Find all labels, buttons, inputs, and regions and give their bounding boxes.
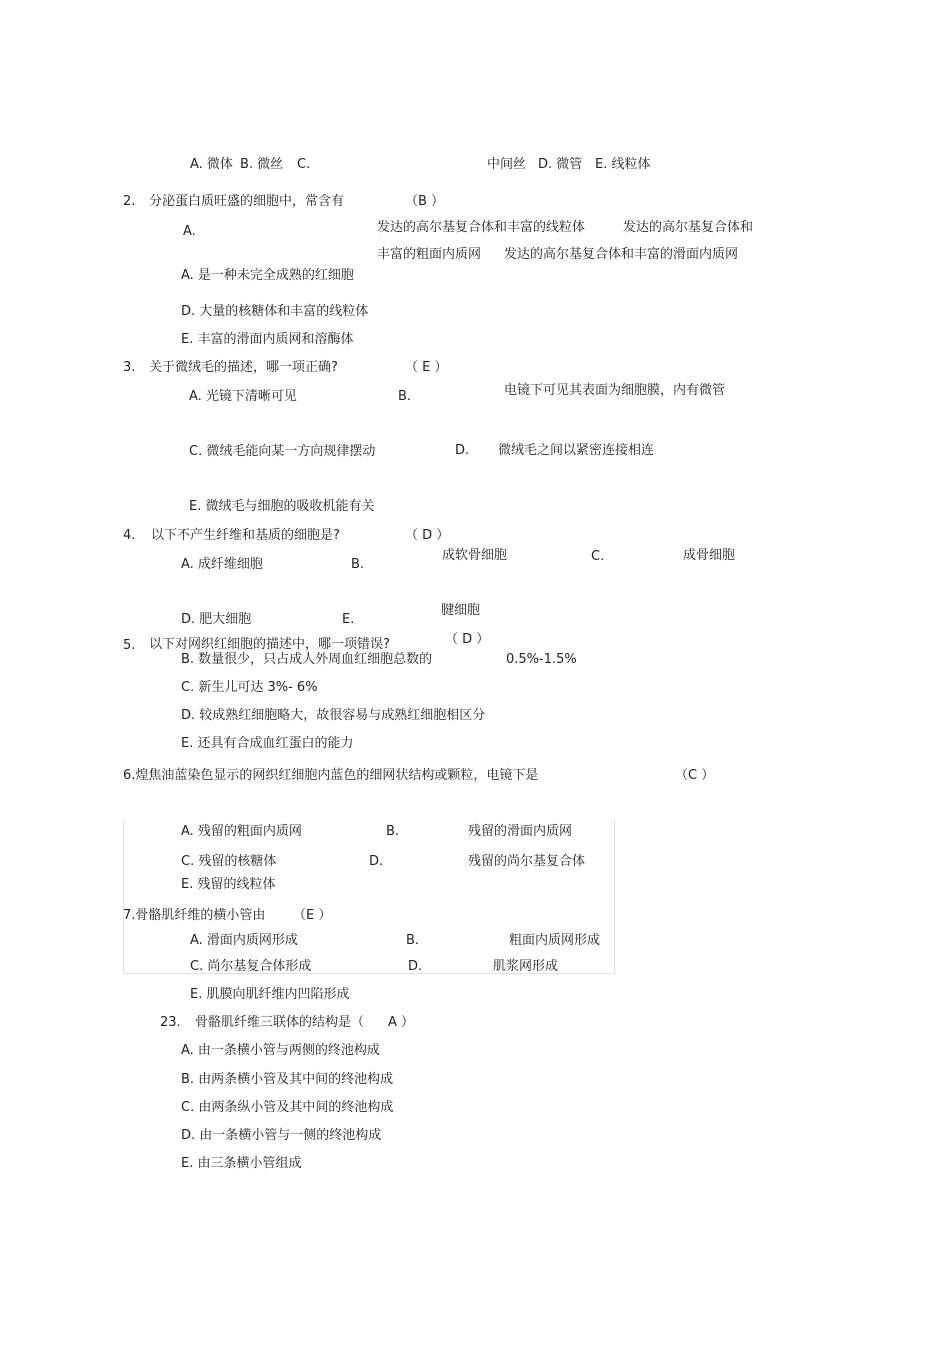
q6-option-e: E. 残留的线粒体 xyxy=(181,877,276,892)
q5-option-b: B. 数量很少，只占成人外周血红细胞总数的 xyxy=(181,652,433,667)
q7-option-d-text: 肌浆网形成 xyxy=(493,959,559,974)
q2-line2-a: 丰富的粗面内质网 xyxy=(377,247,482,262)
q2-option-a2: A. 是一种未完全成熟的红细胞 xyxy=(181,268,354,283)
q1-option-c-text: 中间丝 xyxy=(487,157,527,172)
q6-option-c: C. 残留的核糖体 xyxy=(181,854,277,869)
q7-option-b-text: 粗面内质网形成 xyxy=(509,933,601,948)
q3-option-c: C. 微绒毛能向某一方向规律摆动 xyxy=(189,444,376,459)
q3-stem: 关于微绒毛的描述，哪一项正确? xyxy=(149,360,338,375)
q3-option-a: A. 光镜下清晰可见 xyxy=(189,389,297,404)
q4-option-c-text: 成骨细胞 xyxy=(683,548,736,563)
q2-answer: （B ） xyxy=(405,194,445,209)
q4-stem: 以下不产生纤维和基质的细胞是? xyxy=(151,528,340,543)
q4-option-e-text: 腱细胞 xyxy=(441,603,481,618)
q23-answer: A ） xyxy=(388,1015,415,1030)
q2-option-b-text: 发达的高尔基复合体和 xyxy=(623,220,754,235)
q2-option-a: A. xyxy=(183,224,196,239)
q2-line2-b: 发达的高尔基复合体和丰富的滑面内质网 xyxy=(504,247,739,262)
q5-option-d: D. 较成熟红细胞略大，故很容易与成熟红细胞相区分 xyxy=(181,708,486,723)
q23-option-b: B. 由两条横小管及其中间的终池构成 xyxy=(181,1072,394,1087)
q1-option-d: D. 微管 xyxy=(538,157,583,172)
q6-option-b-text: 残留的滑面内质网 xyxy=(468,824,573,839)
q1-option-b: B. 微丝 xyxy=(240,157,284,172)
q2-number: 2. xyxy=(123,194,136,209)
q1-option-e: E. 线粒体 xyxy=(595,157,651,172)
q2-option-e: E. 丰富的滑面内质网和溶酶体 xyxy=(181,332,354,347)
q3-number: 3. xyxy=(123,360,136,375)
q23-option-c: C. 由两条纵小管及其中间的终池构成 xyxy=(181,1100,394,1115)
q7-option-a: A. 滑面内质网形成 xyxy=(190,933,298,948)
q4-option-d: D. 肥大细胞 xyxy=(181,612,252,627)
q3-option-e: E. 微绒毛与细胞的吸收机能有关 xyxy=(189,499,375,514)
q6-option-b: B. xyxy=(386,824,400,839)
q3-answer: （ E ） xyxy=(405,360,448,375)
q2-option-d: D. 大量的核糖体和丰富的线粒体 xyxy=(181,304,369,319)
q7-stem: 7.骨骼肌纤维的横小管由 xyxy=(123,908,266,923)
q23-option-d: D. 由一条横小管与一侧的终池构成 xyxy=(181,1128,382,1143)
q23-stem: 骨骼肌纤维三联体的结构是（ xyxy=(195,1015,365,1030)
q2-option-a-text: 发达的高尔基复合体和丰富的线粒体 xyxy=(377,220,586,235)
q6-stem: 6.煌焦油蓝染色显示的网织红细胞内蓝色的细网状结构或颗粒，电镜下是 xyxy=(123,768,539,783)
q4-option-a: A. 成纤维细胞 xyxy=(181,557,263,572)
q3-option-b-text: 电镜下可见其表面为细胞膜，内有微管 xyxy=(504,383,726,398)
q6-option-d: D. xyxy=(369,854,384,869)
q4-option-b: B. xyxy=(351,557,365,572)
q5-option-b-value: 0.5%-1.5% xyxy=(506,652,577,667)
q5-option-e: E. 还具有合成血红蛋白的能力 xyxy=(181,736,354,751)
q3-option-d-text: 微绒毛之间以紧密连接相连 xyxy=(498,443,655,458)
q5-stem: 以下对网织红细胞的描述中，哪一项错误? xyxy=(149,637,390,652)
q1-option-a: A. 微体 xyxy=(190,157,233,172)
q7-answer: （E ） xyxy=(293,908,332,923)
q7-option-b: B. xyxy=(406,933,420,948)
q7-option-c: C. 尚尔基复合体形成 xyxy=(190,959,312,974)
q6-option-a: A. 残留的粗面内质网 xyxy=(181,824,302,839)
q4-number: 4. xyxy=(123,528,136,543)
q1-option-c: C. xyxy=(297,157,311,172)
q5-option-c: C. 新生儿可达 3%- 6% xyxy=(181,680,318,695)
q23-option-a: A. 由一条横小管与两侧的终池构成 xyxy=(181,1043,380,1058)
q4-option-b-text: 成软骨细胞 xyxy=(442,548,508,563)
table-frame xyxy=(123,820,615,974)
q6-answer: （C ） xyxy=(675,768,715,783)
q23-option-e: E. 由三条横小管组成 xyxy=(181,1156,302,1171)
q3-option-d: D. xyxy=(455,443,470,458)
q7-option-d: D. xyxy=(408,959,423,974)
q2-stem: 分泌蛋白质旺盛的细胞中，常含有 xyxy=(149,194,345,209)
q6-option-d-text: 残留的尚尔基复合体 xyxy=(468,854,586,869)
q7-option-e: E. 肌膜向肌纤维内凹陷形成 xyxy=(190,987,350,1002)
q5-number: 5. xyxy=(123,638,136,653)
q4-option-e: E. xyxy=(342,612,355,627)
q5-answer: （ D ） xyxy=(445,632,490,647)
q23-number: 23. xyxy=(160,1015,181,1030)
q4-answer: （ D ） xyxy=(405,528,450,543)
q4-option-c: C. xyxy=(591,549,605,564)
q3-option-b: B. xyxy=(398,389,412,404)
